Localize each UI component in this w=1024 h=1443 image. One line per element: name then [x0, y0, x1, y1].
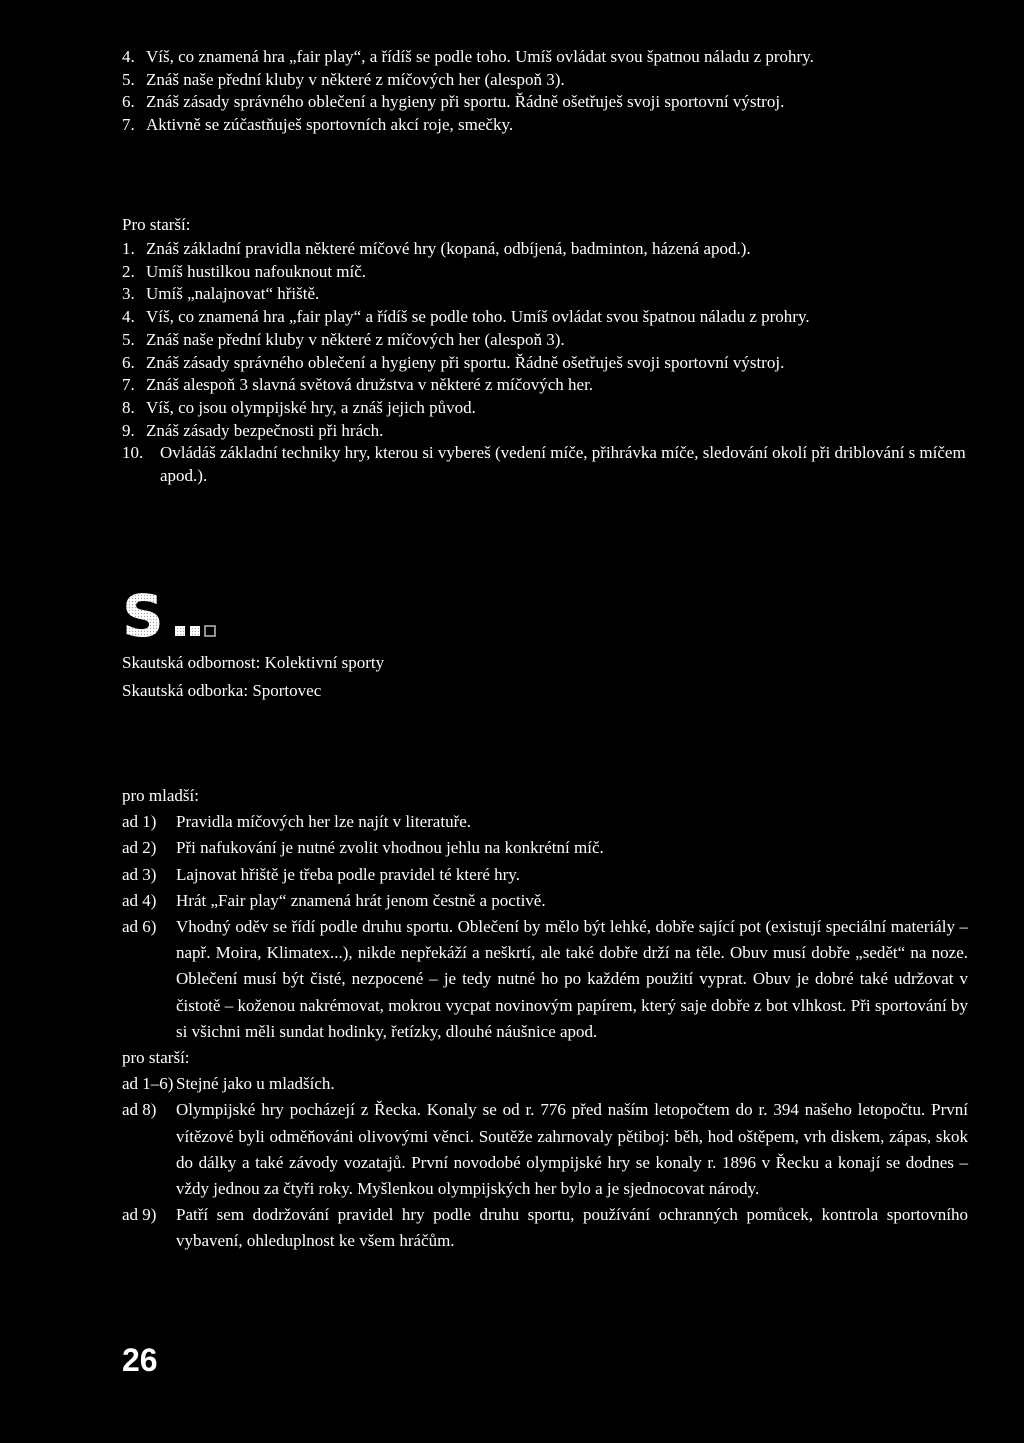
- item-text: Víš, co znamená hra „fair play“ a řídíš se podle toho. Umíš ovládat svou špatnou náladu z prohry.: [146, 307, 810, 327]
- item-text: Víš, co znamená hra „fair play“, a řídíš se podle toho. Umíš ovládat svou špatnou náladu z prohry.: [146, 47, 814, 66]
- note-text: Lajnovat hřiště je třeba podle pravidel té které hry.: [176, 864, 520, 884]
- item-number: 3.: [122, 284, 135, 304]
- note-label: ad 1–6): [122, 1074, 174, 1094]
- list-item: [122, 238, 972, 261]
- item-text: Ovládáš základní techniky hry, kterou si vybereš (vedení míče, přihrávka míče, sledování okolí při driblování s míčem apod.).: [160, 443, 966, 486]
- note-text: Olympijské hry pocházejí z Řecka. Konaly se od r. 776 před naším letopočtem do r. 394 našeho letopočtu. První vítězové byli odměňováni olivovými věnci. Soutěže zahrnovaly pětiboj: běh, hod oštěpem, vrh diskem, zápas, skok do dálky a také závody vozatajů. První novodobé olympijské hry se konaly r. 1896 v Řecku a konají se dodnes – vždy jednou za čtyři roky. Myšlenkou olympijských her bylo a je sjednocovat národy.: [176, 1100, 968, 1199]
- list-item: [122, 397, 972, 420]
- note-row: [122, 914, 968, 1045]
- note-label: ad 3): [122, 864, 157, 884]
- note-text: Vhodný oděv se řídí podle druhu sportu. Oblečení by mělo být lehké, dobře sající pot (existují speciální materiály – např. Moira, Klimatex...), nikde nepřekáží a neškrtí, ale také dobře drží na těle. Obuv musí dobře „sedět“ na noze. Oblečení musí být čisté, nezpocené – je tedy nutné ho po každém použití vyprat. Obuv je dobré také udržovat v čistotě – koženou nakrémovat, mokrou vycpat novinovým papírem, který saje dobře z bot vlhkost. Při sportování by si všichni měli sundat hodinky, řetízky, dlouhé náušnice apod.: [176, 917, 968, 1041]
- page-number: 26: [122, 1342, 158, 1378]
- item-number: 8.: [122, 397, 135, 417]
- note-row: [122, 862, 968, 888]
- list-item: [122, 114, 972, 137]
- odborka-label: Skautská odborka: Sportovec: [122, 681, 322, 700]
- item-number: 7.: [122, 115, 135, 135]
- item-number: 1.: [122, 239, 135, 258]
- note-text: Patří sem dodržování pravidel hry podle druhu sportu, používání ochranných pomůcek, kontrola sportovního vybavení, ohleduplnost ke všem hráčům.: [176, 1205, 968, 1251]
- note-label: ad 2): [122, 838, 157, 858]
- odbornost-label: Skautská odbornost: Kolektivní sporty: [122, 653, 385, 672]
- list-item: [122, 352, 972, 375]
- note-row: [122, 888, 968, 914]
- list-item: [122, 91, 972, 114]
- older-heading: Pro starší:: [122, 215, 191, 234]
- item-number: 7.: [122, 375, 135, 395]
- list-item: [122, 69, 972, 92]
- note-label: ad 1): [122, 812, 157, 832]
- note-row: [122, 835, 968, 861]
- older-notes-heading: pro starší:: [122, 1048, 190, 1068]
- note-text: Hrát „Fair play“ znamená hrát jenom čestně a poctivě.: [176, 890, 546, 910]
- note-text: Stejné jako u mladších.: [176, 1074, 335, 1094]
- item-text: Znáš alespoň 3 slavná světová družstva v některé z míčových her.: [146, 375, 594, 395]
- item-number: 6.: [122, 92, 135, 112]
- item-text: Znáš zásady správného oblečení a hygieny při sportu. Řádně ošetřuješ svoji sportovní výstroj.: [146, 352, 785, 372]
- note-row: [122, 809, 968, 835]
- item-number: 6.: [122, 352, 135, 372]
- list-item: [122, 46, 972, 69]
- item-text: Znáš základní pravidla některé míčové hry (kopaná, odbíjená, badminton, házená apod.).: [146, 239, 751, 258]
- notes-section: [122, 783, 968, 1255]
- note-label: ad 4): [122, 890, 157, 910]
- item-text: Umíš „nalajnovat“ hřiště.: [146, 284, 320, 304]
- note-label: ad 8): [122, 1100, 157, 1120]
- item-number: 2.: [122, 261, 135, 281]
- item-text: Víš, co jsou olympijské hry, a znáš jejich původ.: [146, 397, 476, 417]
- item-number: 10.: [122, 443, 144, 463]
- list-item: [122, 420, 972, 443]
- item-text: Znáš naše přední kluby v některé z míčových her (alespoň 3).: [146, 329, 565, 349]
- item-number: 5.: [122, 69, 135, 89]
- item-text: Znáš naše přední kluby v některé z míčových her (alespoň 3).: [146, 69, 565, 89]
- note-label: ad 6): [122, 917, 157, 937]
- item-text: Znáš zásady bezpečnosti při hrách.: [146, 420, 384, 440]
- younger-notes-heading: pro mladší:: [122, 786, 199, 805]
- note-text: Při nafukování je nutné zvolit vhodnou jehlu na konkrétní míč.: [176, 838, 604, 858]
- note-text: Pravidla míčových her lze najít v literatuře.: [176, 812, 472, 832]
- item-text: Umíš hustilkou nafouknout míč.: [146, 261, 367, 281]
- younger-requirements-list: [122, 46, 972, 137]
- older-requirements-list: [122, 238, 972, 488]
- note-row: [122, 1202, 968, 1254]
- list-item: [122, 329, 972, 352]
- item-number: 4.: [122, 307, 135, 327]
- scout-logo: [122, 588, 232, 640]
- item-text: Znáš zásady správného oblečení a hygieny při sportu. Řádně ošetřuješ svoji sportovní výstroj.: [146, 92, 785, 112]
- list-item: [122, 442, 972, 487]
- item-number: 5.: [122, 329, 135, 349]
- item-text: Aktivně se zúčastňuješ sportovních akcí roje, smečky.: [146, 115, 514, 135]
- note-row: [122, 1097, 968, 1202]
- note-row: [122, 1071, 968, 1097]
- svg-text:S: S: [122, 588, 164, 640]
- note-label: ad 9): [122, 1205, 157, 1225]
- skaut-info: [122, 649, 384, 705]
- item-number: 4.: [122, 47, 135, 66]
- list-item: [122, 374, 972, 397]
- item-number: 9.: [122, 420, 135, 440]
- list-item: [122, 283, 972, 306]
- list-item: [122, 261, 972, 284]
- list-item: [122, 306, 972, 329]
